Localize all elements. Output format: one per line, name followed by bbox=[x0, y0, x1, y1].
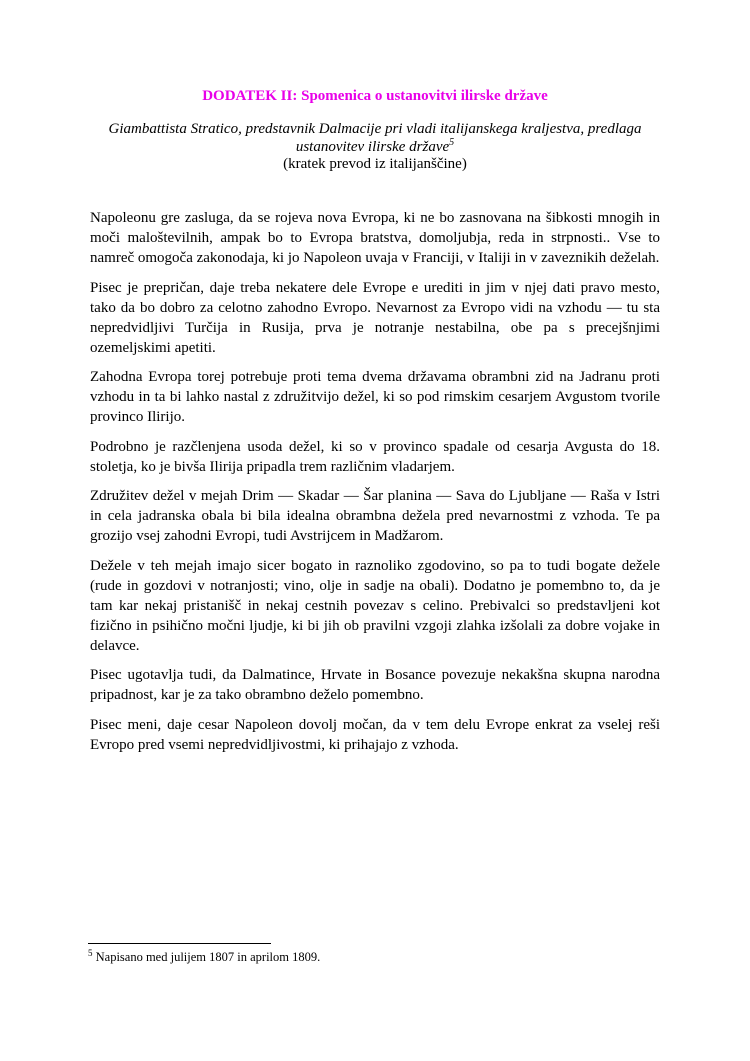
footnote-reference: 5 bbox=[449, 136, 455, 148]
subtitle-line-2: ustanovitev ilirske države bbox=[295, 138, 450, 155]
paragraph-5: Združitev dežel v mejah Drim — Skadar — Šar planina — Sava do Ljubljane — Raša v Istri in cela jadranska obala bi bila idealna obrambna dežela pred nevarnostmi z vzhoda. Te pa grozijo vsej zahodni Evropi, tudi Avstrijcem in Madžarom. bbox=[90, 488, 660, 544]
footnote-area bbox=[88, 943, 658, 965]
paragraph-1: Napoleonu gre zasluga, da se rojeva nova Evropa, ki ne bo zasnovana na šibkosti mnogih in moči maloštevilnih, ampak bo to Evropa bratstva, domoljubja, reda in strpnosti.. Vse to namreč omogoča zakonodaja, ki jo Napoleon uvaja v Franciji, v Italiji in v zaveznikih deželah. bbox=[90, 210, 660, 266]
footnote-separator bbox=[88, 943, 271, 944]
document-subtitle bbox=[90, 121, 660, 156]
paragraph-8: Pisec meni, daje cesar Napoleon dovolj močan, da v tem delu Evrope enkrat za vselej reši Evropo pred vsemi nepredvidljivostmi, ki prihajajo z vzhoda. bbox=[90, 716, 660, 753]
footnote-text bbox=[88, 947, 658, 965]
document-title: DODATEK II: Spomenica o ustanovitvi ilirske države bbox=[202, 88, 548, 104]
document-body bbox=[90, 208, 660, 764]
paragraph-2: Pisec je prepričan, daje treba nekatere dele Evrope e urediti in jim v njej dati pravo mesto, tako da bo dobro za celotno zahodno Evropo. Nevarnost za Evropo vidi na vzhodu — tu sta nepredvidljivi Turčija in Rusija, prva je notranje nestabilna, obe pa s precejšnjimi ozemeljskimi apetiti. bbox=[90, 279, 660, 356]
footnote-body: Napisano med julijem 1807 in aprilom 1809. bbox=[95, 950, 321, 964]
paragraph-4: Podrobno je razčlenjena usoda dežel, ki so v provinco spadale od cesarja Avgusta do 18. stoletja, ko je bivša Ilirija pripadla trem različnim vladarjem. bbox=[90, 438, 660, 475]
subtitle-line-1: Giambattista Stratico, predstavnik Dalmacije pri vladi italijanskega kraljestva, predlaga bbox=[108, 121, 642, 137]
paragraph-6: Dežele v teh mejah imajo sicer bogato in raznoliko zgodovino, so pa to tudi bogate dežele (rude in gozdovi v notranjosti; vino, olje in sadje na obali). Dodatno je pomembno to, da je tam kar nekaj pristanišč in nekaj cestnih povezav s celino. Prebivalci so predstavljeni kot fizično in psihično močni ljudje, ki bi jih ob pravilni vzgoji zlahka izšolali za dobre vojake in delavce. bbox=[90, 557, 660, 654]
translation-note: (kratek prevod iz italijanščine) bbox=[283, 156, 467, 172]
footnote-marker: 5 bbox=[88, 947, 93, 958]
paragraph-3: Zahodna Evropa torej potrebuje proti tema dvema državama obrambni zid na Jadranu proti vzhodu in ta bi lahko nastal z združitvijo dežel, ki so pod rimskim cesarjem Avgustom tvorile provinco Ilirijo. bbox=[90, 369, 660, 425]
paragraph-7: Pisec ugotavlja tudi, da Dalmatince, Hrvate in Bosance povezuje nekakšna skupna narodna pripadnost, kar je za tako obrambno deželo pomembno. bbox=[90, 667, 660, 703]
